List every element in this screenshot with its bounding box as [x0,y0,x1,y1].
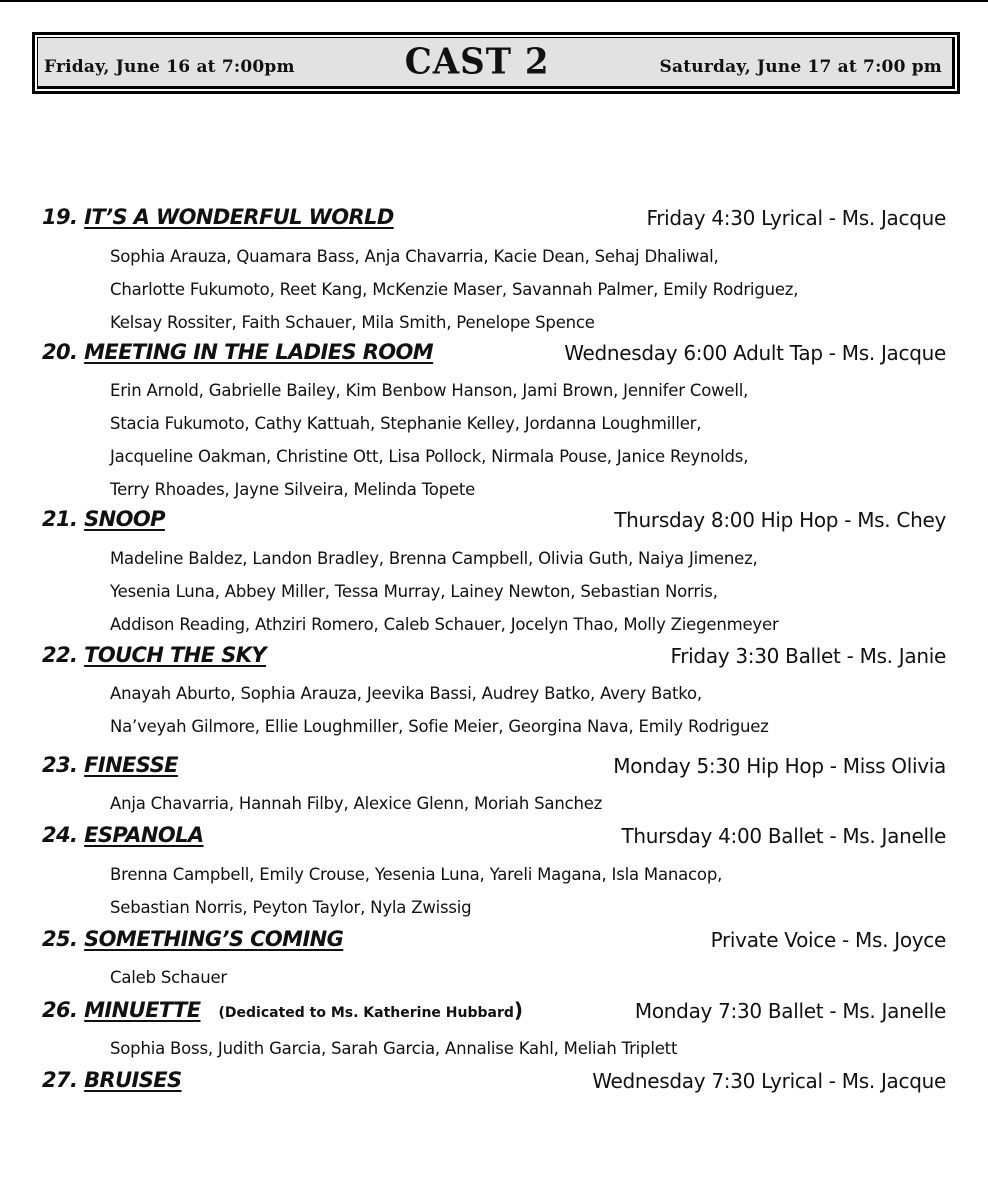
entry-heading [42,205,946,235]
dedication-close-paren: ) [513,998,524,1022]
show-date-left: Friday, June 16 at 7:00pm [44,57,295,77]
entry-heading [42,753,946,783]
entry-title [42,643,266,667]
entry-class-info: Monday 5:30 Hip Hop - Miss Olivia [613,754,946,778]
entry-class-info: Private Voice - Ms. Joyce [710,928,946,952]
dedication-note [218,998,524,1022]
entry-title [42,205,394,229]
entry-number: 25. [42,927,78,951]
show-date-right: Saturday, June 17 at 7:00 pm [659,57,942,77]
cast-line: Na’veyah Gilmore, Ellie Loughmiller, Sofie Meier, Georgina Nava, Emily Rodriguez [110,717,769,736]
cast-line: Kelsay Rossiter, Faith Schauer, Mila Smith, Penelope Spence [110,313,595,332]
entry-title [42,927,343,951]
entry-class-info: Friday 3:30 Ballet - Ms. Janie [670,644,946,668]
entry-number: 21. [42,507,78,531]
entry-number: 23. [42,753,78,777]
entry-number: 20. [42,340,78,364]
cast-line: Erin Arnold, Gabrielle Bailey, Kim Benbow Hanson, Jami Brown, Jennifer Cowell, [110,381,749,400]
entry-title [42,753,178,777]
cast-line: Sebastian Norris, Peyton Taylor, Nyla Zwissig [110,898,472,917]
entry-heading [42,1068,946,1098]
entry-heading [42,998,946,1028]
entry-heading [42,340,946,370]
entry-title [42,998,523,1022]
entry-number: 22. [42,643,78,667]
cast-line: Anja Chavarria, Hannah Filby, Alexice Glenn, Moriah Sanchez [110,794,603,813]
entry-name: IT’S A WONDERFUL WORLD [84,205,394,229]
entry-name: TOUCH THE SKY [84,643,267,667]
entry-cast-list [110,542,930,641]
cast-header-banner [32,32,960,94]
entry-class-info: Thursday 4:00 Ballet - Ms. Janelle [621,824,946,848]
entry-number: 27. [42,1068,78,1092]
entry-heading [42,823,946,853]
entry-class-info: Thursday 8:00 Hip Hop - Ms. Chey [614,508,946,532]
entry-class-info: Monday 7:30 Ballet - Ms. Janelle [634,999,946,1023]
entry-cast-list [110,787,930,820]
dedication-text: (Dedicated to Ms. Katherine Hubbard [218,1005,514,1021]
top-rule [0,0,988,2]
cast-line: Madeline Baldez, Landon Bradley, Brenna Campbell, Olivia Guth, Naiya Jimenez, [110,549,758,568]
cast-line: Terry Rhoades, Jayne Silveira, Melinda Topete [110,480,476,499]
cast-line: Addison Reading, Athziri Romero, Caleb Schauer, Jocelyn Thao, Molly Ziegenmeyer [110,615,779,634]
entry-number: 19. [42,205,78,229]
entry-name: ESPANOLA [84,823,204,847]
entry-cast-list [110,961,930,994]
entry-title [42,340,433,364]
cast-line: Yesenia Luna, Abbey Miller, Tessa Murray, Lainey Newton, Sebastian Norris, [110,582,718,601]
entry-name: SOMETHING’S COMING [84,927,344,951]
entry-number: 26. [42,998,78,1022]
entry-title [42,1068,182,1092]
cast-line: Sophia Boss, Judith Garcia, Sarah Garcia, Annalise Kahl, Meliah Triplett [110,1039,678,1058]
entry-heading [42,927,946,957]
cast-line: Jacqueline Oakman, Christine Ott, Lisa Pollock, Nirmala Pouse, Janice Reynolds, [110,447,749,466]
cast-line: Charlotte Fukumoto, Reet Kang, McKenzie Maser, Savannah Palmer, Emily Rodriguez, [110,280,799,299]
entry-name: FINESSE [84,753,178,777]
entry-class-info: Friday 4:30 Lyrical - Ms. Jacque [646,206,946,230]
cast-line: Sophia Arauza, Quamara Bass, Anja Chavarria, Kacie Dean, Sehaj Dhaliwal, [110,247,719,266]
entry-cast-list [110,858,930,924]
entry-class-info: Wednesday 6:00 Adult Tap - Ms. Jacque [564,341,946,365]
entry-title [42,823,204,847]
entry-heading [42,643,946,673]
entry-title [42,507,165,531]
entry-cast-list [110,240,930,339]
cast-line: Stacia Fukumoto, Cathy Kattuah, Stephanie Kelley, Jordanna Loughmiller, [110,414,702,433]
cast-line: Anayah Aburto, Sophia Arauza, Jeevika Bassi, Audrey Batko, Avery Batko, [110,684,702,703]
cast-line: Caleb Schauer [110,968,227,987]
cast-header-inner [37,37,955,89]
entry-name: BRUISES [84,1068,182,1092]
entry-cast-list [110,677,930,743]
cast-title: CAST 2 [404,41,550,83]
entry-class-info: Wednesday 7:30 Lyrical - Ms. Jacque [592,1069,946,1093]
entry-number: 24. [42,823,78,847]
entry-name: MEETING IN THE LADIES ROOM [84,340,434,364]
entry-name: MINUETTE [84,998,201,1022]
cast-line: Brenna Campbell, Emily Crouse, Yesenia Luna, Yareli Magana, Isla Manacop, [110,865,723,884]
entry-name: SNOOP [84,507,165,531]
entry-cast-list [110,1032,930,1065]
entry-heading [42,507,946,537]
entry-cast-list [110,374,930,506]
